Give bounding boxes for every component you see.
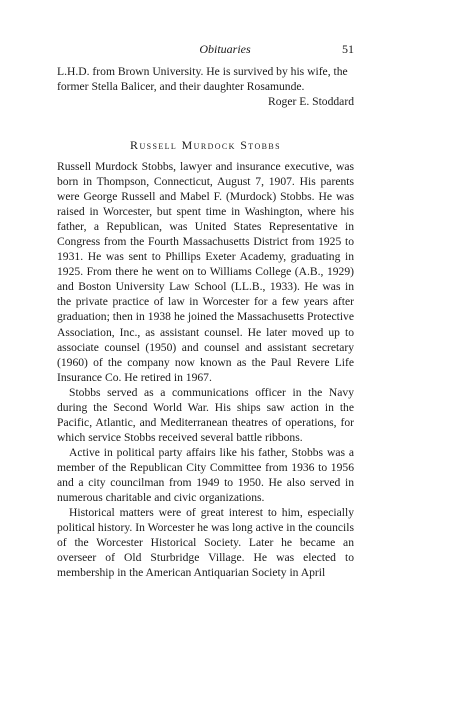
page-number: 51 [342, 42, 354, 56]
running-title: Obituaries [199, 42, 251, 56]
obituary-heading: Russell Murdock Stobbs [130, 138, 281, 152]
obituary-paragraph: Historical matters were of great interest to him, especially political history. In Worcester he was long active in the councils of the Worcester Historical Society. Later he became an overseer of Old Sturbridge Village. He was elected to membership in the American Antiquarian Society in April [57, 506, 354, 580]
obituary-paragraph: Russell Murdock Stobbs, lawyer and insurance executive, was born in Thompson, Connecticut, August 7, 1907. His parents were George Russell and Mabel F. (Murdock) Stobbs. He was raised in Worcester, but spent time in Washington, where his father, a Republican, was United States Representative in Congress from the Fourth Massachusetts District from 1925 to 1931. He was sent to Phillips Exeter Academy, graduating in 1925. From there he went on to Williams College (A.B., 1929) and Boston University Law School (LL.B., 1933). He was in the private practice of law in Worcester for a few years after graduation; then in 1938 he joined the Massachusetts Protective Association, Inc., as assistant counsel. He later moved up to associate counsel (1950) and counsel and assistant secretary (1960) of the company now known as the Paul Revere Life Insurance Co. He retired in 1967. [57, 160, 354, 384]
author-signature: Roger E. Stoddard [268, 95, 354, 109]
running-head [0, 41, 450, 57]
obituary-paragraph: Stobbs served as a communications officer in the Navy during the Second World War. His ships saw action in the Pacific, Atlantic, and Mediterranean theatres of operations, for which service Stobbs received several battle ribbons. [57, 385, 354, 444]
previous-obituary-closing-text: L.H.D. from Brown University. He is survived by his wife, the former Stella Balicer, and their daughter Rosamunde. [57, 65, 348, 94]
obituary-paragraph: Active in political party affairs like his father, Stobbs was a member of the Republican City Committee from 1936 to 1956 and a city councilman from 1949 to 1950. He also served in numerous charitable and civic organizations. [57, 445, 354, 505]
previous-obituary-ending [57, 64, 354, 109]
obituary-body [57, 159, 354, 580]
